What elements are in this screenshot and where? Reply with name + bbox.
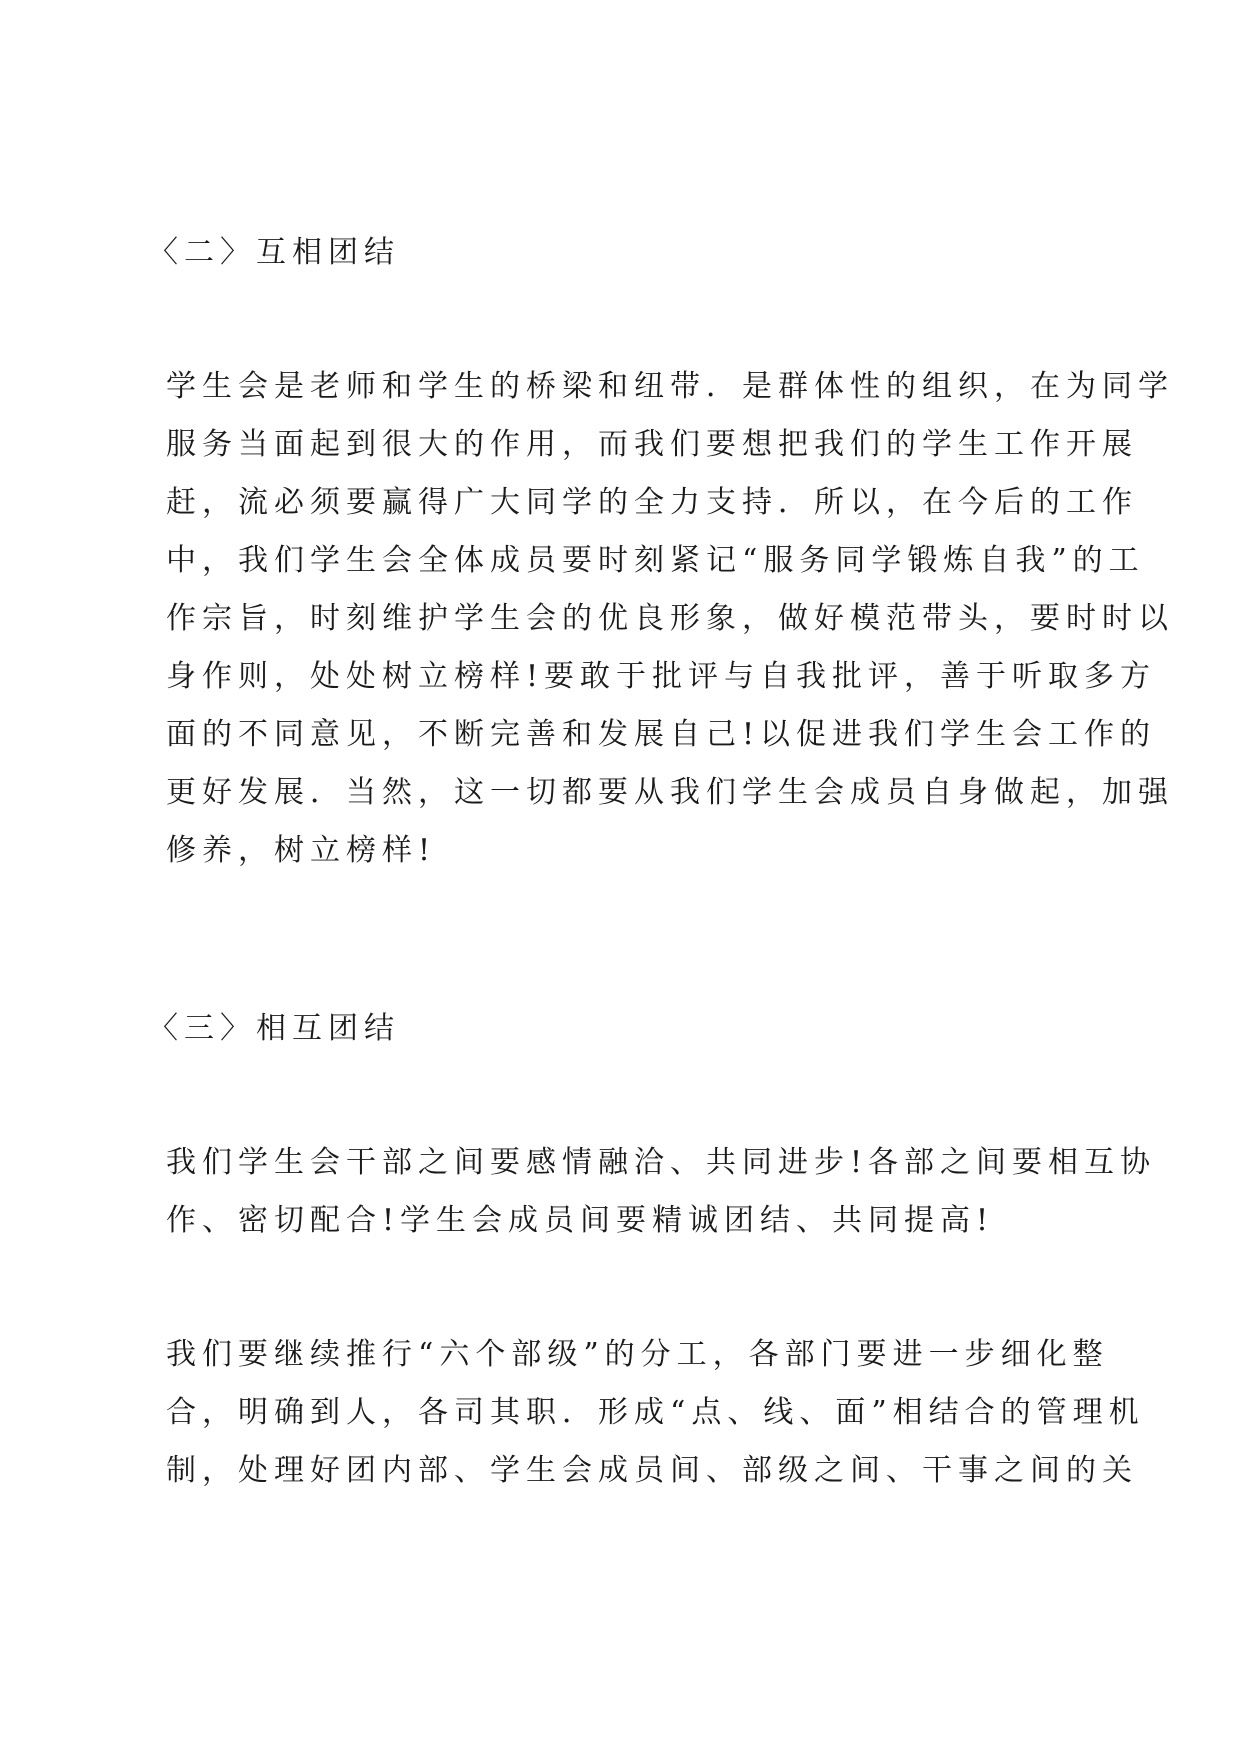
paragraph-line: 更好发展．当然，这一切都要从我们学生会成员自身做起，加强 [166, 775, 1174, 810]
section-heading-three: 〈三〉相互团结 [148, 1011, 400, 1046]
section-heading-two: 〈二〉互相团结 [148, 235, 400, 270]
paragraph-line: 我们学生会干部之间要感情融洽、共同进步!各部之间要相互协 [166, 1145, 1157, 1180]
paragraph-line: 作宗旨，时刻维护学生会的优良形象，做好模范带头，要时时以 [166, 601, 1174, 636]
paragraph-line: 修养，树立榜样! [166, 833, 437, 868]
paragraph-line: 作、密切配合!学生会成员间要精诚团结、共同提高! [166, 1203, 995, 1238]
paragraph-line: 学生会是老师和学生的桥梁和纽带．是群体性的组织，在为同学 [166, 369, 1174, 404]
paragraph-line: 身作则，处处树立榜样!要敢于批评与自我批评，善于听取多方 [166, 659, 1157, 694]
paragraph-line: 服务当面起到很大的作用，而我们要想把我们的学生工作开展 [166, 427, 1138, 462]
paragraph-line: 赶，流必须要赢得广大同学的全力支持．所以，在今后的工作 [166, 485, 1138, 520]
paragraph-line: 面的不同意见，不断完善和发展自己!以促进我们学生会工作的 [166, 717, 1157, 752]
paragraph-line: 合，明确到人，各司其职．形成“点、线、面”相结合的管理机 [166, 1395, 1145, 1430]
paragraph-line: 我们要继续推行“六个部级”的分工，各部门要进一步细化整 [166, 1337, 1109, 1372]
paragraph-line: 制，处理好团内部、学生会成员间、部级之间、干事之间的关 [166, 1453, 1138, 1488]
paragraph-line: 中，我们学生会全体成员要时刻紧记“服务同学锻炼自我”的工 [166, 543, 1145, 578]
